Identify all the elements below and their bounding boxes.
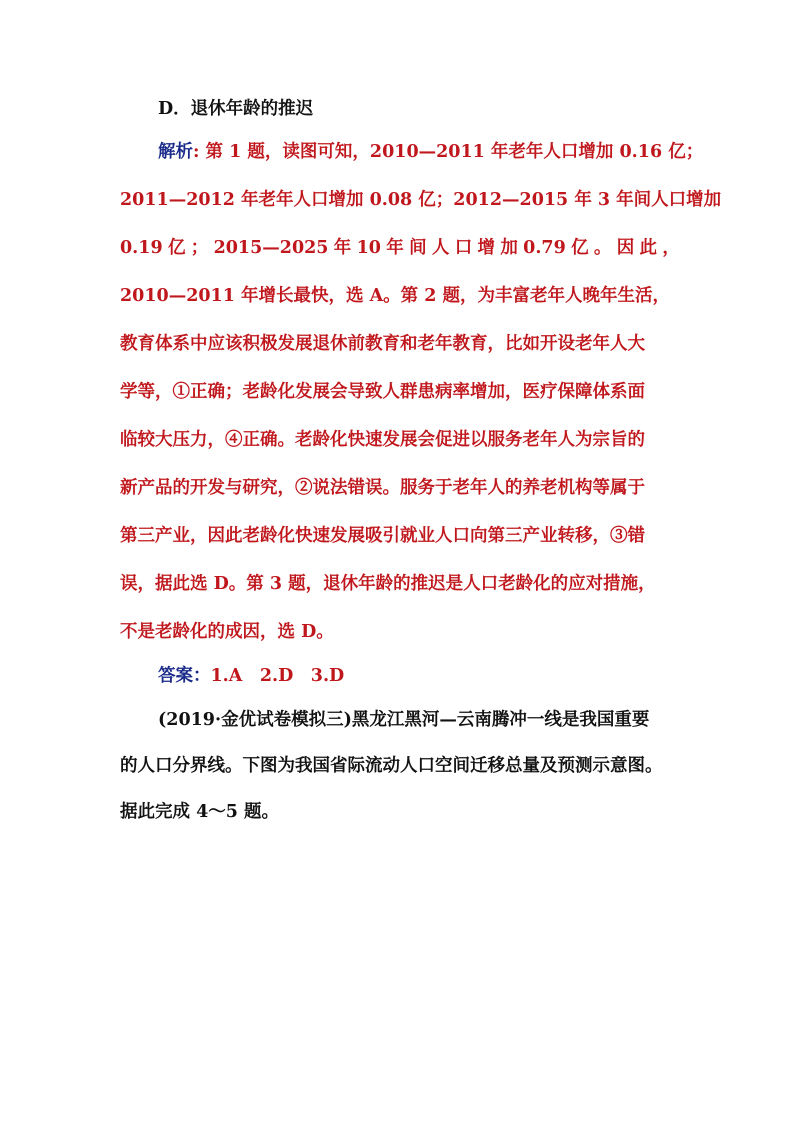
analysis-line-10: 误，据此选 D。第 3 题，退休年龄的推迟是人口老龄化的应对措施， [120, 574, 656, 594]
analysis-line-11: 不是老龄化的成因，选 D。 [120, 622, 334, 642]
analysis-line-3: 0.19 亿 ； 2015—2025 年 10 年 间 人 口 增 加 0.79 亿 。 因 此 ， [120, 238, 680, 258]
analysis-line-1 [158, 140, 718, 164]
answer-label: 答案： [158, 666, 211, 686]
answer-line [158, 664, 718, 688]
question-intro-line-3: 据此完成 4～5 题。 [120, 802, 280, 822]
question-intro-line-2: 的人口分界线。下图为我国省际流动人口空间迁移总量及预测示意图。 [120, 756, 663, 776]
analysis-line-4: 2010—2011 年增长最快，选 A。第 2 题，为丰富老年人晚年生活， [120, 286, 671, 306]
question-intro-text-1: 黑龙江黑河—云南腾冲一线是我国重要 [351, 710, 650, 730]
analysis-text-1: : 第 1 题，读图可知，2010—2011 年老年人口增加 0.16 亿； [193, 142, 704, 162]
analysis-line-8: 新产品的开发与研究，②说法错误。服务于老年人的养老机构等属于 [120, 478, 645, 498]
analysis-line-9: 第三产业，因此老龄化快速发展吸引就业人口向第三产业转移，③错 [120, 526, 645, 546]
option-d: D．退休年龄的推迟 [158, 99, 314, 119]
question-intro-line-1 [158, 708, 718, 732]
answer-value: 1.A 2.D 3.D [210, 666, 345, 686]
analysis-line-6: 学等，①正确；老龄化发展会导致人群患病率增加，医疗保障体系面 [120, 382, 645, 402]
question-source: (2019·金优试卷模拟三) [158, 710, 352, 730]
analysis-line-5: 教育体系中应该积极发展退休前教育和老年教育，比如开设老年人大 [120, 334, 645, 354]
analysis-line-2: 2011—2012 年老年人口增加 0.08 亿；2012—2015 年 3 年间人口增加 [120, 190, 722, 210]
analysis-label: 解析 [158, 142, 193, 162]
analysis-line-7: 临较大压力，④正确。老龄化快速发展会促进以服务老年人为宗旨的 [120, 430, 645, 450]
